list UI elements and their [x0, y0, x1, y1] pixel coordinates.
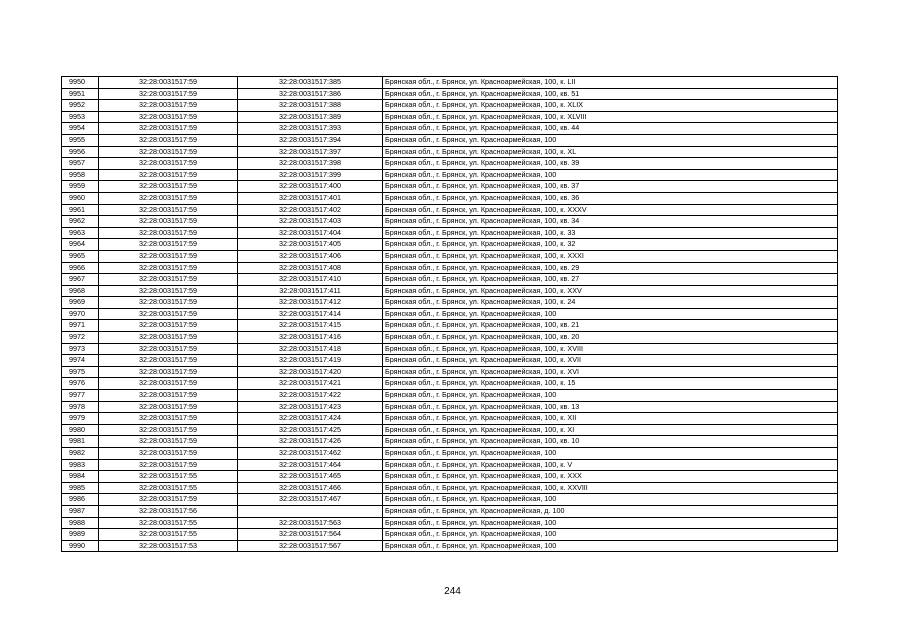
- table-row: [62, 146, 838, 158]
- quarter-number-cell: 32:28:0031517:59: [99, 343, 238, 355]
- cadastral-number-cell: 32:28:0031517:386: [238, 88, 383, 100]
- address-cell: Брянская обл., г. Брянск, ул. Красноармейская, 100, к. XXVIII: [383, 482, 838, 494]
- table-row: [62, 134, 838, 146]
- table-row: [62, 308, 838, 320]
- cadastral-number-cell: 32:28:0031517:411: [238, 285, 383, 297]
- quarter-number-cell: 32:28:0031517:59: [99, 204, 238, 216]
- table-row: [62, 111, 838, 123]
- cadastral-number-cell: 32:28:0031517:421: [238, 378, 383, 390]
- address-cell: Брянская обл., г. Брянск, ул. Красноармейская, 100, к. 24: [383, 297, 838, 309]
- cadastral-number-cell: 32:28:0031517:394: [238, 134, 383, 146]
- table-row: [62, 77, 838, 89]
- address-cell: Брянская обл., г. Брянск, ул. Красноармейская, 100, к. XLVIII: [383, 111, 838, 123]
- row-number-cell: 9978: [62, 401, 99, 413]
- quarter-number-cell: 32:28:0031517:59: [99, 459, 238, 471]
- cadastral-number-cell: 32:28:0031517:400: [238, 181, 383, 193]
- quarter-number-cell: 32:28:0031517:55: [99, 482, 238, 494]
- row-number-cell: 9967: [62, 274, 99, 286]
- address-cell: Брянская обл., г. Брянск, ул. Красноармейская, 100: [383, 390, 838, 402]
- quarter-number-cell: 32:28:0031517:59: [99, 274, 238, 286]
- table-row: [62, 505, 838, 517]
- table-row: [62, 494, 838, 506]
- cadastral-number-cell: 32:28:0031517:423: [238, 401, 383, 413]
- row-number-cell: 9951: [62, 88, 99, 100]
- table-row: [62, 448, 838, 460]
- cadastral-number-cell: 32:28:0031517:464: [238, 459, 383, 471]
- cadastral-number-cell: 32:28:0031517:406: [238, 250, 383, 262]
- row-number-cell: 9969: [62, 297, 99, 309]
- address-cell: Брянская обл., г. Брянск, ул. Красноармейская, 100, кв. 36: [383, 192, 838, 204]
- quarter-number-cell: 32:28:0031517:59: [99, 146, 238, 158]
- address-cell: Брянская обл., г. Брянск, ул. Красноармейская, 100, к. XII: [383, 413, 838, 425]
- address-cell: Брянская обл., г. Брянск, ул. Красноармейская, 100: [383, 134, 838, 146]
- quarter-number-cell: 32:28:0031517:59: [99, 169, 238, 181]
- address-cell: Брянская обл., г. Брянск, ул. Красноармейская, 100, к. XVI: [383, 366, 838, 378]
- row-number-cell: 9959: [62, 181, 99, 193]
- row-number-cell: 9990: [62, 540, 99, 552]
- table-row: [62, 204, 838, 216]
- table-row: [62, 262, 838, 274]
- row-number-cell: 9950: [62, 77, 99, 89]
- address-cell: Брянская обл., г. Брянск, ул. Красноармейская, 100, к. LII: [383, 77, 838, 89]
- row-number-cell: 9971: [62, 320, 99, 332]
- table-row: [62, 88, 838, 100]
- address-cell: Брянская обл., г. Брянск, ул. Красноармейская, 100, к. 15: [383, 378, 838, 390]
- row-number-cell: 9973: [62, 343, 99, 355]
- page-number: 244: [444, 586, 461, 597]
- row-number-cell: 9953: [62, 111, 99, 123]
- table-row: [62, 332, 838, 344]
- row-number-cell: 9957: [62, 158, 99, 170]
- quarter-number-cell: 32:28:0031517:59: [99, 262, 238, 274]
- row-number-cell: 9989: [62, 529, 99, 541]
- table-row: [62, 239, 838, 251]
- address-cell: Брянская обл., г. Брянск, ул. Красноармейская, 100: [383, 169, 838, 181]
- quarter-number-cell: 32:28:0031517:59: [99, 494, 238, 506]
- cadastral-number-cell: 32:28:0031517:564: [238, 529, 383, 541]
- row-number-cell: 9954: [62, 123, 99, 135]
- address-cell: Брянская обл., г. Брянск, ул. Красноармейская, 100: [383, 540, 838, 552]
- address-cell: Брянская обл., г. Брянск, ул. Красноармейская, 100, к. XLIX: [383, 100, 838, 112]
- quarter-number-cell: 32:28:0031517:59: [99, 424, 238, 436]
- quarter-number-cell: 32:28:0031517:59: [99, 355, 238, 367]
- row-number-cell: 9985: [62, 482, 99, 494]
- table-row: [62, 482, 838, 494]
- row-number-cell: 9968: [62, 285, 99, 297]
- address-cell: Брянская обл., г. Брянск, ул. Красноармейская, 100, к. V: [383, 459, 838, 471]
- table-row: [62, 123, 838, 135]
- address-cell: Брянская обл., г. Брянск, ул. Красноармейская, 100, кв. 13: [383, 401, 838, 413]
- cadastral-number-cell: 32:28:0031517:419: [238, 355, 383, 367]
- cadastral-number-cell: 32:28:0031517:416: [238, 332, 383, 344]
- row-number-cell: 9977: [62, 390, 99, 402]
- quarter-number-cell: 32:28:0031517:59: [99, 308, 238, 320]
- cadastral-number-cell: 32:28:0031517:424: [238, 413, 383, 425]
- cadastral-number-cell: 32:28:0031517:426: [238, 436, 383, 448]
- row-number-cell: 9958: [62, 169, 99, 181]
- table-row: [62, 274, 838, 286]
- table-body: [62, 77, 838, 552]
- table-row: [62, 343, 838, 355]
- quarter-number-cell: 32:28:0031517:59: [99, 158, 238, 170]
- row-number-cell: 9983: [62, 459, 99, 471]
- quarter-number-cell: 32:28:0031517:59: [99, 320, 238, 332]
- address-cell: Брянская обл., г. Брянск, ул. Красноармейская, 100: [383, 517, 838, 529]
- address-cell: Брянская обл., г. Брянск, ул. Красноармейская, 100: [383, 494, 838, 506]
- cadastral-number-cell: 32:28:0031517:405: [238, 239, 383, 251]
- table-row: [62, 378, 838, 390]
- table-row: [62, 459, 838, 471]
- cadastral-number-cell: 32:28:0031517:466: [238, 482, 383, 494]
- row-number-cell: 9966: [62, 262, 99, 274]
- quarter-number-cell: 32:28:0031517:59: [99, 436, 238, 448]
- quarter-number-cell: 32:28:0031517:55: [99, 529, 238, 541]
- table-row: [62, 227, 838, 239]
- table-row: [62, 390, 838, 402]
- row-number-cell: 9970: [62, 308, 99, 320]
- cadastral-number-cell: 32:28:0031517:412: [238, 297, 383, 309]
- row-number-cell: 9961: [62, 204, 99, 216]
- cadastral-number-cell: 32:28:0031517:402: [238, 204, 383, 216]
- cadastral-number-cell: 32:28:0031517:385: [238, 77, 383, 89]
- address-cell: Брянская обл., г. Брянск, ул. Красноармейская, 100, кв. 44: [383, 123, 838, 135]
- address-cell: Брянская обл., г. Брянск, ул. Красноармейская, 100, к. XXXV: [383, 204, 838, 216]
- cadastral-number-cell: 32:28:0031517:404: [238, 227, 383, 239]
- quarter-number-cell: 32:28:0031517:59: [99, 250, 238, 262]
- row-number-cell: 9986: [62, 494, 99, 506]
- quarter-number-cell: 32:28:0031517:59: [99, 239, 238, 251]
- quarter-number-cell: 32:28:0031517:59: [99, 285, 238, 297]
- cadastral-number-cell: 32:28:0031517:422: [238, 390, 383, 402]
- table-row: [62, 401, 838, 413]
- table-row: [62, 250, 838, 262]
- cadastral-number-cell: 32:28:0031517:399: [238, 169, 383, 181]
- row-number-cell: 9960: [62, 192, 99, 204]
- cadastral-number-cell: 32:28:0031517:567: [238, 540, 383, 552]
- table-row: [62, 471, 838, 483]
- address-cell: Брянская обл., г. Брянск, ул. Красноармейская, 100, кв. 34: [383, 216, 838, 228]
- address-cell: Брянская обл., г. Брянск, ул. Красноармейская, 100, кв. 20: [383, 332, 838, 344]
- cadastral-number-cell: 32:28:0031517:398: [238, 158, 383, 170]
- row-number-cell: 9974: [62, 355, 99, 367]
- cadastral-number-cell: 32:28:0031517:563: [238, 517, 383, 529]
- row-number-cell: 9984: [62, 471, 99, 483]
- table-row: [62, 355, 838, 367]
- quarter-number-cell: 32:28:0031517:53: [99, 540, 238, 552]
- quarter-number-cell: 32:28:0031517:59: [99, 366, 238, 378]
- cadastral-number-cell: 32:28:0031517:401: [238, 192, 383, 204]
- table-row: [62, 100, 838, 112]
- quarter-number-cell: 32:28:0031517:59: [99, 111, 238, 123]
- address-cell: Брянская обл., г. Брянск, ул. Красноармейская, 100, к. XVII: [383, 355, 838, 367]
- address-cell: Брянская обл., г. Брянск, ул. Красноармейская, 100, кв. 51: [383, 88, 838, 100]
- address-cell: Брянская обл., г. Брянск, ул. Красноармейская, 100: [383, 529, 838, 541]
- row-number-cell: 9979: [62, 413, 99, 425]
- address-cell: Брянская обл., г. Брянск, ул. Красноармейская, 100: [383, 308, 838, 320]
- row-number-cell: 9980: [62, 424, 99, 436]
- cadastral-number-cell: 32:28:0031517:462: [238, 448, 383, 460]
- cadastral-number-cell: 32:28:0031517:418: [238, 343, 383, 355]
- row-number-cell: 9956: [62, 146, 99, 158]
- address-cell: Брянская обл., г. Брянск, ул. Красноармейская, 100, кв. 29: [383, 262, 838, 274]
- row-number-cell: 9964: [62, 239, 99, 251]
- quarter-number-cell: 32:28:0031517:59: [99, 297, 238, 309]
- cadastral-number-cell: 32:28:0031517:403: [238, 216, 383, 228]
- cadastral-number-cell: 32:28:0031517:465: [238, 471, 383, 483]
- quarter-number-cell: 32:28:0031517:59: [99, 448, 238, 460]
- address-cell: Брянская обл., г. Брянск, ул. Красноармейская, 100, кв. 21: [383, 320, 838, 332]
- row-number-cell: 9976: [62, 378, 99, 390]
- cadastral-number-cell: 32:28:0031517:414: [238, 308, 383, 320]
- row-number-cell: 9972: [62, 332, 99, 344]
- row-number-cell: 9987: [62, 505, 99, 517]
- address-cell: Брянская обл., г. Брянск, ул. Красноармейская, 100, к. XXX: [383, 471, 838, 483]
- address-cell: Брянская обл., г. Брянск, ул. Красноармейская, 100, к. XXV: [383, 285, 838, 297]
- row-number-cell: 9963: [62, 227, 99, 239]
- quarter-number-cell: 32:28:0031517:59: [99, 401, 238, 413]
- quarter-number-cell: 32:28:0031517:59: [99, 77, 238, 89]
- table-row: [62, 424, 838, 436]
- data-table: [61, 76, 838, 552]
- quarter-number-cell: 32:28:0031517:59: [99, 100, 238, 112]
- quarter-number-cell: 32:28:0031517:59: [99, 181, 238, 193]
- quarter-number-cell: 32:28:0031517:59: [99, 123, 238, 135]
- row-number-cell: 9955: [62, 134, 99, 146]
- quarter-number-cell: 32:28:0031517:59: [99, 88, 238, 100]
- address-cell: Брянская обл., г. Брянск, ул. Красноармейская, 100, к. 32: [383, 239, 838, 251]
- row-number-cell: 9962: [62, 216, 99, 228]
- quarter-number-cell: 32:28:0031517:59: [99, 192, 238, 204]
- table-row: [62, 436, 838, 448]
- cadastral-number-cell: [238, 505, 383, 517]
- table-row: [62, 158, 838, 170]
- cadastral-number-cell: 32:28:0031517:420: [238, 366, 383, 378]
- table-row: [62, 285, 838, 297]
- table-row: [62, 169, 838, 181]
- quarter-number-cell: 32:28:0031517:59: [99, 390, 238, 402]
- table-row: [62, 216, 838, 228]
- address-cell: Брянская обл., г. Брянск, ул. Красноармейская, д. 100: [383, 505, 838, 517]
- address-cell: Брянская обл., г. Брянск, ул. Красноармейская, 100, к. XXXI: [383, 250, 838, 262]
- address-cell: Брянская обл., г. Брянск, ул. Красноармейская, 100, кв. 39: [383, 158, 838, 170]
- table-row: [62, 320, 838, 332]
- cadastral-number-cell: 32:28:0031517:388: [238, 100, 383, 112]
- quarter-number-cell: 32:28:0031517:59: [99, 227, 238, 239]
- address-cell: Брянская обл., г. Брянск, ул. Красноармейская, 100, к. XI: [383, 424, 838, 436]
- table-row: [62, 517, 838, 529]
- cadastral-number-cell: 32:28:0031517:397: [238, 146, 383, 158]
- table-row: [62, 181, 838, 193]
- address-cell: Брянская обл., г. Брянск, ул. Красноармейская, 100, кв. 27: [383, 274, 838, 286]
- row-number-cell: 9952: [62, 100, 99, 112]
- quarter-number-cell: 32:28:0031517:56: [99, 505, 238, 517]
- quarter-number-cell: 32:28:0031517:59: [99, 378, 238, 390]
- quarter-number-cell: 32:28:0031517:59: [99, 134, 238, 146]
- row-number-cell: 9982: [62, 448, 99, 460]
- quarter-number-cell: 32:28:0031517:59: [99, 332, 238, 344]
- quarter-number-cell: 32:28:0031517:55: [99, 471, 238, 483]
- cadastral-number-cell: 32:28:0031517:408: [238, 262, 383, 274]
- table-row: [62, 366, 838, 378]
- cadastral-number-cell: 32:28:0031517:393: [238, 123, 383, 135]
- cadastral-number-cell: 32:28:0031517:425: [238, 424, 383, 436]
- address-cell: Брянская обл., г. Брянск, ул. Красноармейская, 100, к. 33: [383, 227, 838, 239]
- table-row: [62, 413, 838, 425]
- address-cell: Брянская обл., г. Брянск, ул. Красноармейская, 100, кв. 10: [383, 436, 838, 448]
- cadastral-number-cell: 32:28:0031517:389: [238, 111, 383, 123]
- row-number-cell: 9981: [62, 436, 99, 448]
- table-row: [62, 297, 838, 309]
- address-cell: Брянская обл., г. Брянск, ул. Красноармейская, 100, к. XVIII: [383, 343, 838, 355]
- quarter-number-cell: 32:28:0031517:59: [99, 216, 238, 228]
- table-row: [62, 540, 838, 552]
- quarter-number-cell: 32:28:0031517:59: [99, 413, 238, 425]
- row-number-cell: 9965: [62, 250, 99, 262]
- quarter-number-cell: 32:28:0031517:55: [99, 517, 238, 529]
- address-cell: Брянская обл., г. Брянск, ул. Красноармейская, 100: [383, 448, 838, 460]
- table-row: [62, 192, 838, 204]
- address-cell: Брянская обл., г. Брянск, ул. Красноармейская, 100, к. XL: [383, 146, 838, 158]
- row-number-cell: 9988: [62, 517, 99, 529]
- cadastral-number-cell: 32:28:0031517:415: [238, 320, 383, 332]
- cadastral-number-cell: 32:28:0031517:467: [238, 494, 383, 506]
- row-number-cell: 9975: [62, 366, 99, 378]
- table-row: [62, 529, 838, 541]
- cadastral-number-cell: 32:28:0031517:410: [238, 274, 383, 286]
- address-cell: Брянская обл., г. Брянск, ул. Красноармейская, 100, кв. 37: [383, 181, 838, 193]
